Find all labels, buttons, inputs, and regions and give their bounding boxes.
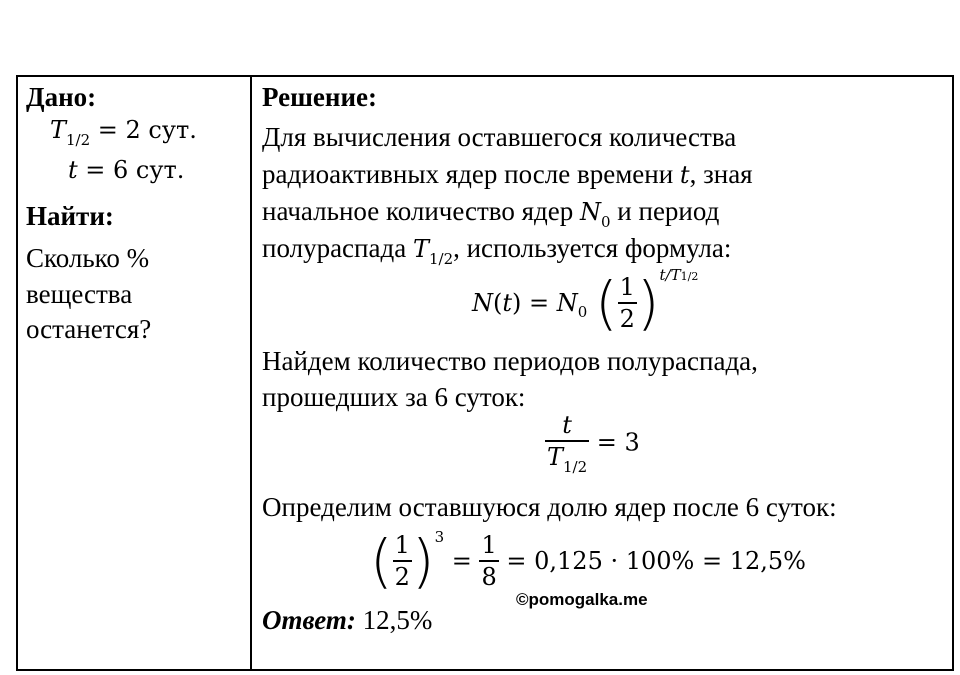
solution-heading: Решение: <box>262 82 377 112</box>
given-heading: Дано: <box>26 82 97 112</box>
intro-line: начальное количество ядер $N_0$ и период <box>262 196 720 231</box>
column-divider <box>250 75 252 671</box>
formula-exponent: t/T1/2 <box>659 265 699 284</box>
answer <box>262 607 432 634</box>
given-half-life: $T_{1/2} = 2$ сут. <box>50 116 197 149</box>
answer-value: 12,5% <box>355 605 433 635</box>
periods-text: прошедших за 6 суток: <box>262 382 526 412</box>
given-time: t = 6 сут. <box>68 156 185 184</box>
intro-line: полураспада $T_{1/2}$, используется формула: <box>262 233 732 268</box>
intro-line: радиоактивных ядер после времени t, зная <box>262 159 753 189</box>
answer-label: Ответ: <box>262 605 356 635</box>
question-line: Сколько % <box>26 243 150 273</box>
fraction-calculation: ( $\frac{1}{2}$ )$^3$ = $\frac{1}{8}$ = 0,125 · 100% = 12,5% <box>370 527 806 595</box>
periods-text: Найдем количество периодов полураспада, <box>262 346 758 376</box>
decay-formula: $N(t) = N_0$ ( $\frac{1}{2}$ )t/T1/2 <box>472 272 698 334</box>
intro-line: Для вычисления оставшегося количества <box>262 122 737 152</box>
question-line: вещества <box>26 279 133 309</box>
find-heading: Найти: <box>26 201 114 231</box>
periods-formula: $\frac{t}{T_{1/2}}$ = 3 <box>547 411 640 476</box>
fraction-text: Определим оставшуюся долю ядер после 6 суток: <box>262 492 837 522</box>
watermark: ©pomogalka.me <box>516 590 648 609</box>
half-fraction: $\frac{1}{2}$ <box>619 273 635 333</box>
question-line: останется? <box>26 314 152 344</box>
